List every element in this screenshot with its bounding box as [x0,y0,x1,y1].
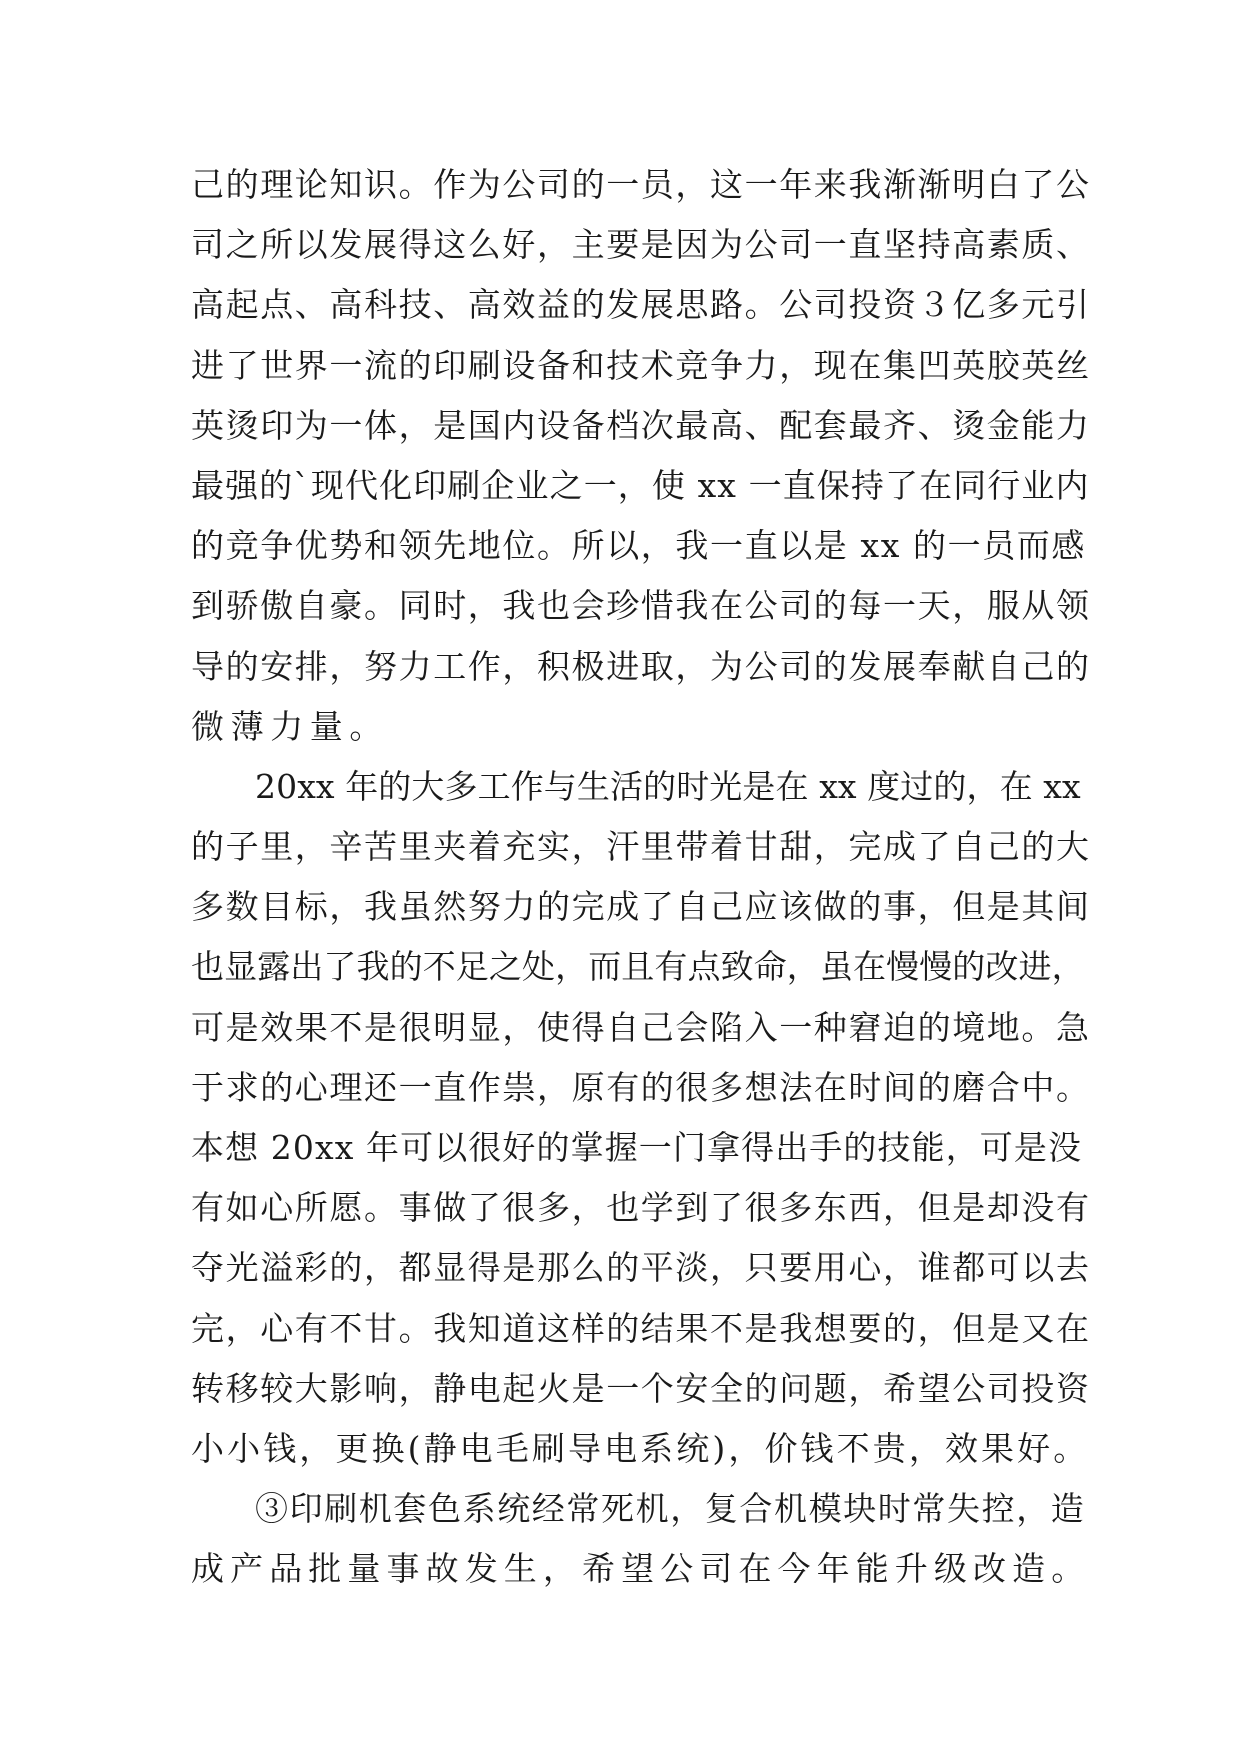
text-line: 转移较大影响，静电起火是一个安全的问题，希望公司投资 [191,1368,1091,1408]
text-line: 也显露出了我的不足之处，而且有点致命，虽在慢慢的改进， [191,947,1085,987]
body-text [191,155,1091,1600]
text-line: 高起点、高科技、高效益的发展思路。公司投资３亿多元引 [191,285,1091,325]
text-line: 有如心所愿。事做了很多，也学到了很多东西，但是却没有 [191,1188,1091,1228]
text-line: 导的安排，努力工作，积极进取，为公司的发展奉献自己的 [191,646,1091,686]
paragraph-start-line: 20xx 年的大多工作与生活的时光是在 xx 度过的，在 xx [255,766,1081,806]
text-line: 小小钱，更换(静电毛刷导电系统)，价钱不贵，效果好。 [191,1428,1090,1468]
text-line: 夺光溢彩的，都显得是那么的平淡，只要用心，谁都可以去 [191,1248,1091,1288]
text-line: 的竞争优势和领先地位。所以，我一直以是 xx 的一员而感 [191,526,1087,566]
text-line: 的子里，辛苦里夹着充实，汗里带着甘甜，完成了自己的大 [191,827,1091,867]
text-line: 进了世界一流的印刷设备和技术竞争力，现在集凹英胶英丝 [191,345,1091,385]
text-line: 本想 20xx 年可以很好的掌握一门拿得出手的技能，可是没 [191,1128,1083,1167]
text-line: 英烫印为一体，是国内设备档次最高、配套最齐、烫金能力 [191,405,1091,445]
text-line: 司之所以发展得这么好，主要是因为公司一直坚持高素质、 [191,225,1091,265]
text-line: 于求的心理还一直作祟，原有的很多想法在时间的磨合中。 [191,1067,1091,1107]
text-line: 完，心有不甘。我知道这样的结果不是我想要的，但是又在 [191,1308,1091,1348]
paragraph-start-line: ③印刷机套色系统经常死机，复合机模块时常失控，造 [255,1489,1086,1529]
text-line: 到骄傲自豪。同时，我也会珍惜我在公司的每一天，服从领 [191,586,1091,626]
text-line: 微薄力量。 [191,706,389,746]
text-line: 己的理论知识。作为公司的一员，这一年来我渐渐明白了公 [191,165,1091,204]
text-line: 可是效果不是很明显，使得自己会陷入一种窘迫的境地。急 [191,1007,1091,1047]
text-line: 成产品批量事故发生，希望公司在今年能升级改造。 [191,1549,1091,1589]
text-line: 多数目标，我虽然努力的完成了自己应该做的事，但是其间 [191,887,1091,927]
text-line: 最强的`现代化印刷企业之一，使 xx 一直保持了在同行业内 [191,465,1090,505]
